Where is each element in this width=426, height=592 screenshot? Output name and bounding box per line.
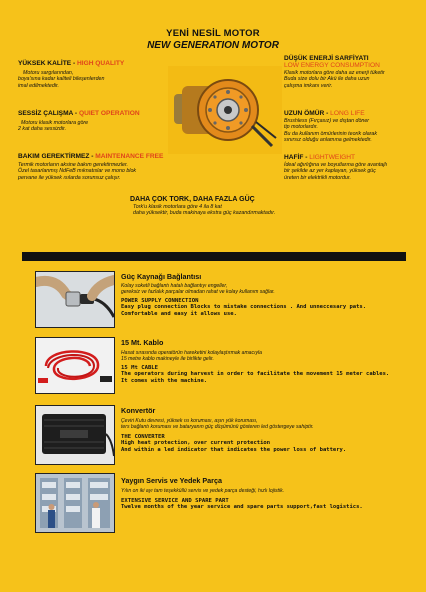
feature-quiet-title: SESSİZ ÇALIŞMA - QUIET OPERATION [18,110,140,117]
section-service-title: Yaygın Servis ve Yedek Parça [121,476,222,485]
feature-quiet-text: Motoru klasik motorlara göre 2 kat daha sessizdir. [18,120,89,133]
feature-life [284,110,424,144]
feature-energy-subtitle: LOW ENERGY CONSUMPTION [284,62,380,69]
section-cable-text-en: The operators during harvest in order to facilitate the movement 15 meter cables. It comes with the machine. [121,370,390,384]
page-subtitle: NEW GENERATION MOTOR [147,40,279,51]
section-cable-title-en: 15 Mt CABLE [121,364,159,371]
page-title: YENİ NESİL MOTOR [166,28,260,39]
feature-light-text: İdeal ağırlığına ve boyutlarına göre avantajlı bir şekilde az yer kaplayan, yüksek güç üreten bir elektrikli motordur. [284,162,388,181]
feature-light [284,154,424,181]
warehouse-image [35,473,115,533]
feature-energy [284,55,424,89]
section-power [121,272,421,318]
section-converter-text-tr: Çeviri Kutu devresi, yüksek ısı koruması, aşırı yük koruması, ters bağlantı koruması ve bataryanın güç düşümünü gösteren led göstergeye sahiptir. [121,418,314,431]
feature-light-title: HAFİF - LIGHTWEIGHT [284,154,356,161]
section-service [121,476,421,511]
feature-maintenance-text: Termik motorların aksine bakım gerektirmezler. Özel tasarlanmış NdFeB mıknatıslar ve mono blok pervane ile yüksek ısılarda sorunsuz çalışır. [18,162,137,181]
section-cable [121,338,421,385]
section-service-title-en: EXTENSIVE SERVICE AND SPARE PART [121,498,229,505]
section-power-text-en: Easy plug connection Blocks to mistake connections . And unneccesary pats. Comfortable and easy it allows use. [121,303,367,317]
section-cable-text-tr: Hasat sırasında operatörün hareketini kolaylaştırmak amacıyla 15 metre kablo makineyle ile birlikte gelir. [121,350,262,363]
section-service-text-tr: Yılın on iki ayı tam teşekküllü servis ve yedek parça desteği, hızlı lojistik. [121,488,285,494]
section-converter-title: Konvertör [121,406,156,415]
converter-image [35,405,115,465]
feature-torque [130,196,330,217]
feature-life-text: Brushless (Fırçasız) ve dıştan döner tip motorlardır. Bu da kullanım ömürlerinin teorik olarak sınırsız olduğu anlamına gelmektedir. [284,118,378,144]
divider-bar [22,252,406,261]
section-service-text-en: Twelve months of the year service and spare parts support,fast logistics. [121,504,363,511]
feature-energy-text: Klasik motorlara göre daha az enerji tüketir Buda size dolu bir Akü ile daha uzun çalışma imkanı verir. [284,70,385,89]
section-power-text-tr: Kolay soketli bağlantı hatalı bağlantıyı engeller, gereksiz ve fazlalık parçalar olmadan rahat ve kolay kullanım sağlar. [121,283,275,296]
section-cable-title: 15 Mt. Kablo [121,338,164,347]
feature-quality-text: Motoru sargılarından, boya'sına kadar kaliteli bileşenlerden imal edilmektedir. [18,70,105,89]
feature-torque-title: DAHA ÇOK TORK, DAHA FAZLA GÜÇ [130,196,255,203]
feature-energy-title: DÜŞÜK ENERJİ SARFİYATI [284,55,369,62]
feature-quality [18,60,168,89]
feature-torque-text: Tork'u klasik motorlara göre 4 ila 8 kat daha yüksektir, buda makinaya ekstra güç kazandırmaktadır. [133,204,276,217]
feature-maintenance [18,153,188,181]
section-converter [121,406,421,454]
feature-life-title: UZUN ÖMÜR - LONG LIFE [284,110,365,117]
feature-maintenance-title: BAKIM GEREKTİRMEZ - MAINTENANCE FREE [18,153,164,160]
power-connector-image [35,271,115,328]
section-power-title-en: POWER SUPPLY CONNECTION [121,297,199,304]
motor-image [168,66,282,154]
feature-quality-title: YÜKSEK KALİTE - HIGH QUALITY [18,60,125,67]
section-power-title: Güç Kaynağı Bağlantısı [121,272,202,281]
section-converter-text-en: High heat protection, over current protection And within a led indicator that indicates the power loss of battery. [121,439,347,453]
feature-quiet [18,110,168,133]
cable-image [35,337,115,394]
section-converter-title-en: THE CONVERTER [121,433,165,440]
